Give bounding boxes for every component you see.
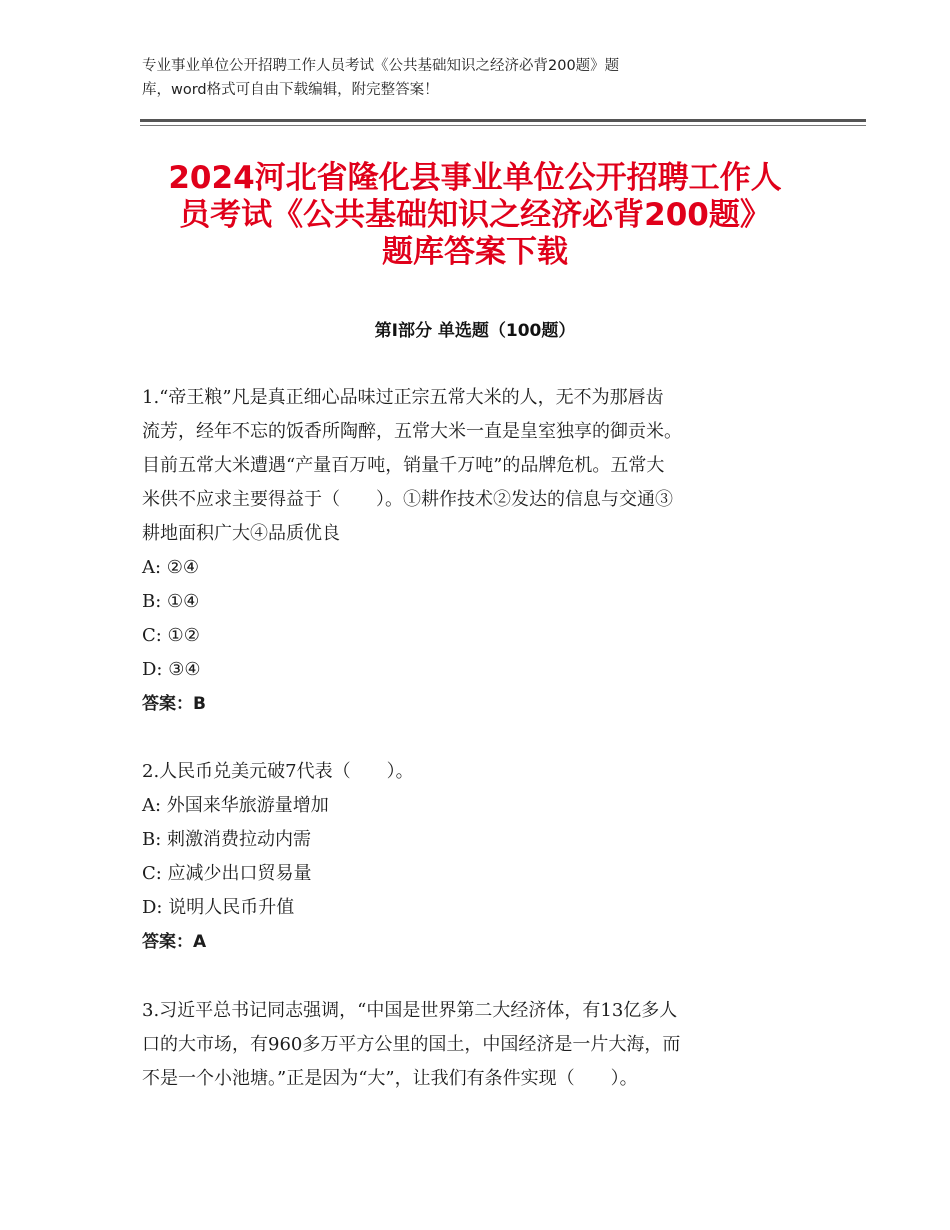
question-1-option-b: B: ①④: [142, 591, 200, 612]
question-3-stem-line: 不是一个小池塘。”正是因为“大”，让我们有条件实现（ ）。: [142, 1068, 638, 1089]
question-2-answer: 答案：A: [142, 932, 207, 952]
title-line-2: 员考试《公共基础知识之经济必背200题》: [179, 197, 771, 233]
question-3: [142, 994, 802, 1096]
question-2-option-b: B: 刺激消费拉动内需: [142, 829, 312, 850]
document-title: [120, 160, 830, 271]
question-2-option-d: D: 说明人民币升值: [142, 897, 295, 918]
question-1-option-c: C: ①②: [142, 625, 200, 646]
question-1-stem-line: 流芳，经年不忘的饭香所陶醉，五常大米一直是皇室独享的御贡米。: [142, 421, 682, 442]
question-1-answer: 答案：B: [142, 694, 206, 714]
header-note-line-2: 库，word格式可自由下载编辑，附完整答案！: [142, 82, 439, 98]
section-title: 第I部分 单选题（100题）: [374, 321, 576, 341]
question-3-stem-line: 3.习近平总书记同志强调，“中国是世界第二大经济体，有13亿多人: [142, 1000, 678, 1021]
header-divider-thick: [140, 119, 866, 122]
question-2-stem-line: 2.人民币兑美元破7代表（ ）。: [142, 761, 414, 782]
question-1-stem-line: 目前五常大米遭遇“产量百万吨，销量千万吨”的品牌危机。五常大: [142, 455, 665, 476]
question-2: [142, 755, 802, 959]
title-line-1: 2024河北省隆化县事业单位公开招聘工作人: [168, 160, 782, 196]
question-3-stem-line: 口的大市场，有960多万平方公里的国土，中国经济是一片大海，而: [142, 1034, 681, 1055]
question-1-stem-line: 米供不应求主要得益于（ ）。①耕作技术②发达的信息与交通③: [142, 489, 673, 510]
header-note-line-1: 专业事业单位公开招聘工作人员考试《公共基础知识之经济必背200题》题: [142, 58, 620, 74]
title-line-3: 题库答案下载: [382, 234, 568, 270]
question-1: [142, 381, 802, 721]
question-1-option-d: D: ③④: [142, 659, 201, 680]
question-1-stem-line: 耕地面积广大④品质优良: [142, 523, 340, 544]
header-note: [142, 54, 802, 102]
question-2-option-a: A: 外国来华旅游量增加: [142, 795, 329, 816]
question-1-stem-line: 1.“帝王粮”凡是真正细心品味过正宗五常大米的人，无不为那唇齿: [142, 387, 664, 408]
header-divider-thin: [140, 125, 866, 126]
question-2-option-c: C: 应减少出口贸易量: [142, 863, 312, 884]
question-1-option-a: A: ②④: [142, 557, 200, 578]
